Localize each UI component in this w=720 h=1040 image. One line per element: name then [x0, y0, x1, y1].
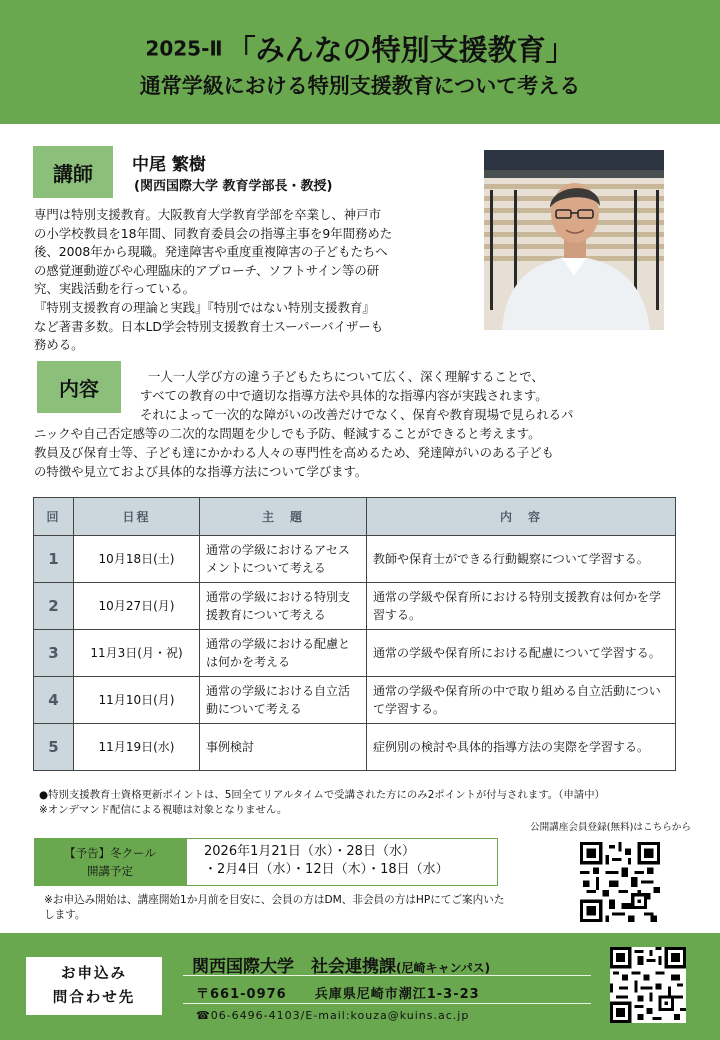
session-number: 2 [34, 583, 74, 630]
session-number: 5 [34, 724, 74, 771]
table-row [34, 724, 676, 771]
session-number: 1 [34, 536, 74, 583]
title-line [0, 28, 720, 69]
bio-line: 後、2008年から現職。発達障害や重度重複障害の子どもたちへ [34, 244, 388, 260]
session-detail: 通常の学級や保育所の中で取り組める自立活動について学習する。 [367, 677, 676, 724]
campus-name: (尼崎キャンパス) [396, 961, 491, 975]
session-number: 3 [34, 630, 74, 677]
table-row [34, 583, 676, 630]
ondemand-note: ※オンデマンド配信による視聴は対象となりません。 [39, 804, 288, 816]
divider [183, 1003, 591, 1004]
divider [183, 975, 591, 976]
session-theme: 通常の学級における自立活動について考える [200, 677, 367, 724]
content-line: 一人一人学び方の違う子どもたちについて広く、深く理解することで、 [148, 369, 544, 384]
session-theme: 通常の学級におけるアセスメントについて考える [200, 536, 367, 583]
content-line: すべての教育の中で適切な指導方法や具体的な指導内容が実践されます。 [140, 388, 548, 403]
table-row [34, 677, 676, 724]
session-date: 11月10日(月) [74, 677, 200, 724]
content-line: 教員及び保育士等、子ども達にかかわる人々の専門性を高めるため、発達障がいのある子ども [34, 445, 554, 460]
preview-dates [186, 838, 498, 886]
session-date: 11月19日(水) [74, 724, 200, 771]
header-theme: 主 題 [200, 498, 367, 536]
registration-qr-code[interactable] [580, 842, 660, 922]
registration-label: 公開講座会員登録(無料)はこちらから [530, 822, 691, 833]
bio-line: 専門は特別支援教育。大阪教育大学教育学部を卒業し、神戸市 [34, 207, 381, 222]
preview-tag [34, 838, 186, 886]
address: 〒661-0976 兵庫県尼崎市潮江1-3-23 [196, 987, 480, 1002]
session-theme: 事例検討 [200, 724, 367, 771]
contact-info: ☎06-6496-4103/E-mail:kouza@kuins.ac.jp [196, 1009, 470, 1022]
header-date: 日程 [74, 498, 200, 536]
lecturer-photo [484, 150, 664, 330]
title-prefix: 2025-Ⅱ [145, 36, 223, 61]
page-title: 「みんなの特別支援教育」 [226, 33, 575, 67]
session-date: 10月27日(月) [74, 583, 200, 630]
table-row [34, 630, 676, 677]
session-theme: 通常の学級における特別支援教育について考える [200, 583, 367, 630]
points-note: ●特別支援教育士資格更新ポイントは、5回全てリアルタイムで受講された方にのみ2ポイントが付与されます。（申請中） [39, 789, 605, 801]
contact-label-line: 問合わせ先 [52, 990, 136, 1006]
preview-date-line: ・2月4日（水）・12日（木）・18日（水） [204, 862, 449, 877]
lecturer-name: 中尾 繁樹 [132, 155, 206, 175]
bio-line: など著書多数。日本LD学会特別支援教育士スーパーバイザーも [34, 318, 384, 334]
session-date: 10月18日(土) [74, 536, 200, 583]
content-line: それによって一次的な障がいの改善だけでなく、保育や教育現場で見られるパ [140, 407, 574, 422]
table-header-row [34, 498, 676, 536]
application-note: ※お申込み開始は、講座開始1か月前を目安に、会員の方はDM、非会員の方はHPにてご案内いたします。 [44, 894, 505, 921]
organization-name [192, 952, 490, 977]
page-subtitle: 通常学級における特別支援教育について考える [139, 74, 581, 98]
header-number: 回 [34, 498, 74, 536]
contact-label [26, 957, 162, 1015]
content-line: の特徴や見立ておよび具体的な指導方法について学びます。 [34, 464, 368, 479]
session-detail: 通常の学級や保育所における特別支援教育は何かを学習する。 [367, 583, 676, 630]
session-detail: 症例別の検討や具体的指導方法の実際を学習する。 [367, 724, 676, 771]
bio-line: 『特別支援教育の理論と実践』『特別ではない特別支援教育』 [34, 299, 375, 315]
preview-tag-line: 【予告】冬クール [64, 846, 156, 860]
session-detail: 通常の学級や保育所における配慮について学習する。 [367, 630, 676, 677]
lecturer-affiliation: (関西国際大学 教育学部長・教授) [134, 179, 333, 194]
bio-line: の感覚運動遊びや心理臨床的アプローチ、ソフトサイン等の研 [34, 262, 380, 278]
lecturer-tag: 講師 [33, 146, 113, 198]
bio-line: 究、実践活動を行っている。 [34, 281, 196, 297]
contact-qr-code[interactable] [610, 947, 686, 1023]
schedule-table [33, 497, 676, 771]
organization-text: 関西国際大学 社会連携課 [192, 957, 396, 977]
header-detail: 内 容 [367, 498, 676, 536]
session-theme: 通常の学級における配慮とは何かを考える [200, 630, 367, 677]
bio-line: 務める。 [34, 337, 84, 353]
contact-label-line: お申込み [61, 966, 127, 982]
table-row [34, 536, 676, 583]
bio-line: の小学校教員を18年間、同教育委員会の指導主事を9年間務めた [34, 225, 393, 241]
preview-date-line: 2026年1月21日（水）・28日（水） [204, 844, 415, 859]
preview-tag-line: 開講予定 [87, 864, 133, 878]
lecturer-bio [34, 206, 454, 355]
content-line: ニックや自己否定感等の二次的な問題を少しでも予防、軽減することができると考えます。 [34, 426, 541, 441]
content-tag: 内容 [37, 361, 121, 413]
session-detail: 教師や保育士ができる行動観察について学習する。 [367, 536, 676, 583]
session-date: 11月3日(月・祝) [74, 630, 200, 677]
session-number: 4 [34, 677, 74, 724]
